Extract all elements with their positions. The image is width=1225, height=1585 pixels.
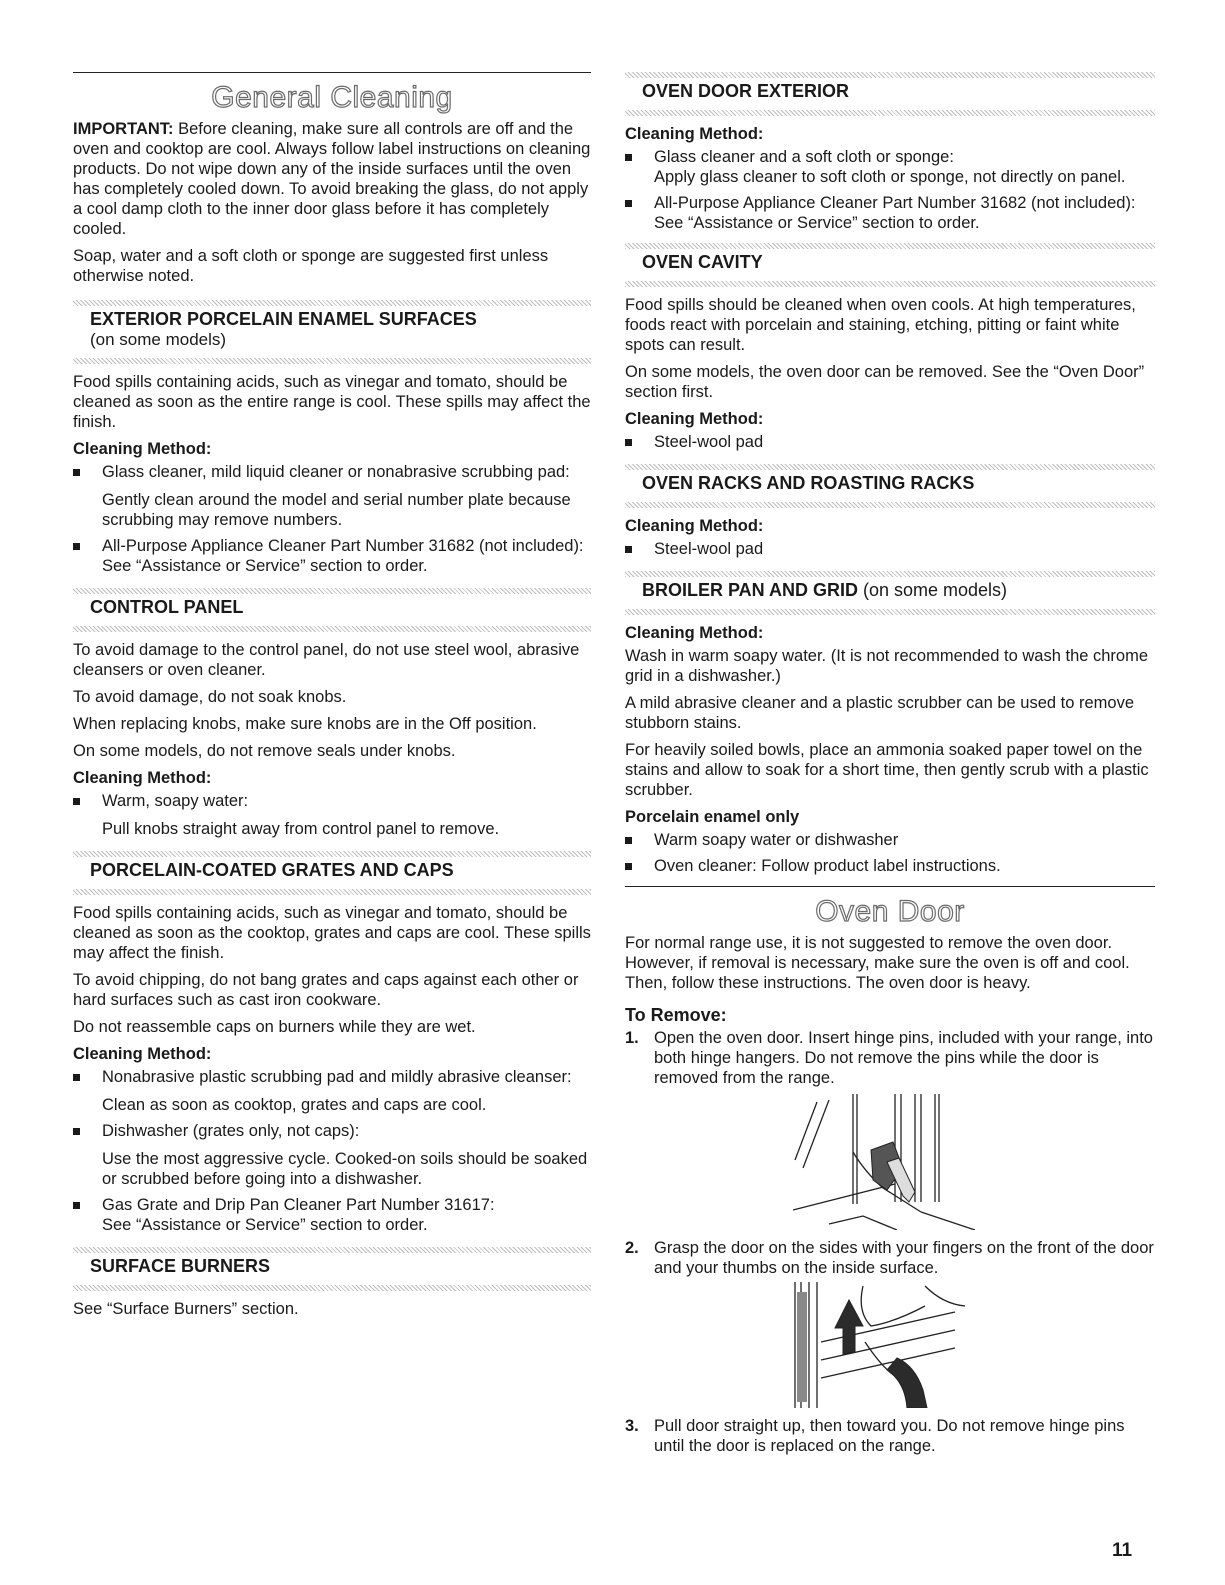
- grates-method-list: [73, 1067, 591, 1235]
- section-rule: [73, 72, 591, 73]
- page-number: 11: [1112, 1540, 1133, 1561]
- broiler-header: [625, 577, 1155, 603]
- control-paragraph: To avoid damage to the control panel, do not use steel wool, abrasive cleansers or oven cleaner.: [73, 641, 580, 679]
- step-item: 2. Grasp the door on the sides with your fingers on the front of the door and your thumbs on the inside surface.: [625, 1239, 1154, 1277]
- list-item: Steel-wool pad: [625, 539, 1155, 559]
- cleaning-method-label: Cleaning Method:: [73, 769, 212, 787]
- oven-door-title: Oven Door: [815, 895, 965, 928]
- burners-heading: SURFACE BURNERS: [90, 1256, 271, 1276]
- door-exterior-header: [625, 78, 1155, 104]
- porcelain-method-list: [625, 830, 1155, 876]
- cavity-paragraph: Food spills should be cleaned when oven cools. At high temperatures, foods react with porcelain and staining, etching, pitting or faint white spots can result.: [625, 296, 1136, 354]
- racks-heading: OVEN RACKS AND ROASTING RACKS: [642, 473, 975, 493]
- hatch-bar: [625, 464, 1155, 470]
- broiler-paragraph: A mild abrasive cleaner and a plastic scrubber can be used to remove stubborn stains.: [625, 694, 1135, 732]
- cleaning-method-label: Cleaning Method:: [625, 517, 764, 535]
- removal-steps: [625, 1416, 1155, 1456]
- list-item: Glass cleaner and a soft cloth or sponge: Apply glass cleaner to soft cloth or sponge, not directly on panel.: [625, 147, 1155, 187]
- hatch-bar: [625, 609, 1155, 615]
- exterior-header: [73, 306, 591, 352]
- hatch-bar: [73, 358, 591, 364]
- cavity-header: [625, 249, 1155, 275]
- removal-steps: [625, 1028, 1155, 1088]
- list-item: Dishwasher (grates only, not caps): Use the most aggressive cycle. Cooked-on soils should be soaked or scrubbed before going into a dishwasher.: [73, 1121, 591, 1189]
- control-paragraph: On some models, do not remove seals under knobs.: [73, 742, 456, 760]
- cleaning-method-label: Cleaning Method:: [625, 624, 764, 642]
- control-paragraph: To avoid damage, do not soak knobs.: [73, 688, 347, 706]
- exterior-note: (on some models): [90, 330, 227, 349]
- cleaning-method-label: Cleaning Method:: [625, 125, 764, 143]
- removal-steps: [625, 1238, 1155, 1278]
- general-cleaning-title: General Cleaning: [211, 81, 453, 114]
- control-header: [73, 594, 591, 620]
- list-item: All-Purpose Appliance Cleaner Part Number 31682 (not included): See “Assistance or Service” section to order.: [625, 193, 1155, 233]
- left-column: [73, 72, 591, 1326]
- exterior-heading: EXTERIOR PORCELAIN ENAMEL SURFACES: [90, 309, 477, 329]
- grates-paragraph: Food spills containing acids, such as vinegar and tomato, should be cleaned as soon as the cooktop, grates and caps are cool. These spills may affect the finish.: [73, 904, 591, 962]
- burners-paragraph: See “Surface Burners” section.: [73, 1300, 299, 1318]
- broiler-paragraph: Wash in warm soapy water. (It is not recommended to wash the chrome grid in a dishwasher.): [625, 647, 1149, 685]
- grates-heading: PORCELAIN-COATED GRATES AND CAPS: [90, 860, 454, 880]
- list-item: Nonabrasive plastic scrubbing pad and mildly abrasive cleanser: Clean as soon as cooktop, grates and caps are cool.: [73, 1067, 591, 1115]
- hatch-bar: [73, 851, 591, 857]
- exterior-method-list: [73, 462, 591, 576]
- cleaning-method-label: Cleaning Method:: [625, 410, 764, 428]
- list-item: Warm soapy water or dishwasher: [625, 830, 1155, 850]
- control-method-list: [73, 791, 591, 839]
- broiler-paragraph: For heavily soiled bowls, place an ammonia soaked paper towel on the stains and allow to soak for a short time, then gently scrub with a plastic scrubber.: [625, 741, 1149, 799]
- important-label: IMPORTANT:: [73, 120, 174, 138]
- list-item: Steel-wool pad: [625, 432, 1155, 452]
- list-item: Warm, soapy water: Pull knobs straight away from control panel to remove.: [73, 791, 591, 839]
- racks-header: [625, 470, 1155, 496]
- cleaning-method-label: Cleaning Method:: [73, 1045, 212, 1063]
- burners-header: [73, 1253, 591, 1279]
- list-item: All-Purpose Appliance Cleaner Part Number 31682 (not included): See “Assistance or Service” section to order.: [73, 536, 591, 576]
- hatch-bar: [625, 571, 1155, 577]
- oven-door-intro: For normal range use, it is not suggested to remove the oven door. However, if removal is necessary, make sure the oven is off and cool. Then, follow these instructions. The oven door is heavy.: [625, 934, 1130, 992]
- door-exterior-heading: OVEN DOOR EXTERIOR: [642, 81, 850, 101]
- step-item: 1. Open the oven door. Insert hinge pins, included with your range, into both hinge hangers. Do not remove the pins while the door is removed from the range.: [625, 1029, 1153, 1087]
- hatch-bar: [73, 588, 591, 594]
- grates-paragraph: To avoid chipping, do not bang grates and caps against each other or hard surfaces such as cast iron cookware.: [73, 971, 579, 1009]
- grates-header: [73, 857, 591, 883]
- hinge-pin-illustration: [625, 1092, 1155, 1230]
- hatch-bar: [73, 889, 591, 895]
- list-item: Oven cleaner: Follow product label instructions.: [625, 856, 1155, 876]
- hatch-bar: [73, 626, 591, 632]
- hatch-bar: [625, 502, 1155, 508]
- hatch-bar: [73, 1247, 591, 1253]
- racks-method-list: [625, 539, 1155, 559]
- cavity-heading: OVEN CAVITY: [642, 252, 763, 272]
- hatch-bar: [625, 110, 1155, 116]
- broiler-heading: BROILER PAN AND GRID (on some models): [642, 580, 1008, 600]
- control-heading: CONTROL PANEL: [90, 597, 244, 617]
- soap-paragraph: Soap, water and a soft cloth or sponge are suggested first unless otherwise noted.: [73, 247, 549, 285]
- step-item: 3. Pull door straight up, then toward you. Do not remove hinge pins until the door is replaced on the range.: [625, 1417, 1125, 1455]
- hatch-bar: [73, 1285, 591, 1291]
- broiler-note: (on some models): [858, 580, 1008, 600]
- to-remove-heading: To Remove:: [625, 1005, 727, 1025]
- grasp-door-illustration: [625, 1282, 1155, 1408]
- right-column: [625, 72, 1155, 1460]
- cavity-method-list: [625, 432, 1155, 452]
- exterior-paragraph: Food spills containing acids, such as vinegar and tomato, should be cleaned as soon as the entire range is cool. These spills may affect the finish.: [73, 373, 591, 431]
- door-exterior-method-list: [625, 147, 1155, 233]
- section-rule: [625, 886, 1155, 887]
- hatch-bar: [625, 281, 1155, 287]
- cavity-paragraph: On some models, the oven door can be removed. See the “Oven Door” section first.: [625, 363, 1145, 401]
- hatch-bar: [625, 72, 1155, 78]
- hatch-bar: [625, 243, 1155, 249]
- hatch-bar: [73, 300, 591, 306]
- porcelain-enamel-label: Porcelain enamel only: [625, 808, 800, 826]
- important-text: Before cleaning, make sure all controls are off and the oven and cooktop are cool. Always follow label instructions on cleaning products. Do not wipe down any of the inside surfaces until the oven has completely cooled down. To avoid breaking the glass, do not apply a cool damp cloth to the inner door glass before it has completely cooled.: [73, 120, 591, 238]
- important-paragraph: [73, 119, 591, 239]
- cleaning-method-label: Cleaning Method:: [73, 440, 212, 458]
- control-paragraph: When replacing knobs, make sure knobs are in the Off position.: [73, 715, 537, 733]
- list-item: Glass cleaner, mild liquid cleaner or nonabrasive scrubbing pad: Gently clean around the model and serial number plate because scrubbing may remove numbers.: [73, 462, 591, 530]
- grates-paragraph: Do not reassemble caps on burners while they are wet.: [73, 1018, 476, 1036]
- list-item: Gas Grate and Drip Pan Cleaner Part Number 31617: See “Assistance or Service” section to order.: [73, 1195, 591, 1235]
